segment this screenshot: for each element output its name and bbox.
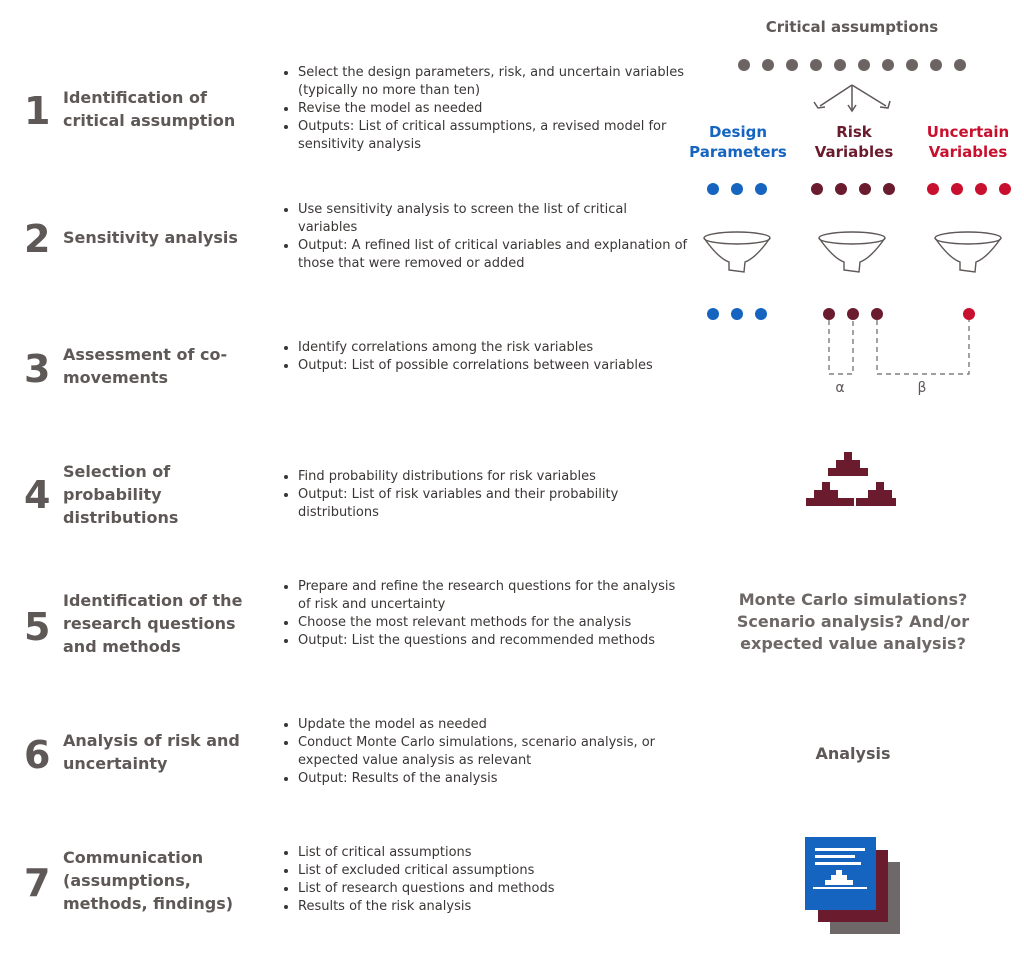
step-title: Identification of critical assumption xyxy=(63,88,236,130)
bullet: • Output: List of possible correlations between variables xyxy=(298,357,688,375)
assumption-dot xyxy=(930,59,942,71)
bullet: • Output: A refined list of critical variables and explanation of those that were removed or added xyxy=(298,237,688,273)
step-number: 5 xyxy=(24,605,51,649)
bullet: • List of excluded critical assumptions xyxy=(298,862,688,880)
bullet: • Identify correlations among the risk variables xyxy=(298,339,688,357)
branch-arrows-icon xyxy=(814,85,890,111)
bullet: • Conduct Monte Carlo simulations, scenario analysis, or expected value analysis as relevant xyxy=(298,734,688,770)
critical-assumptions-title: Critical assumptions xyxy=(765,18,939,36)
bullet: • List of research questions and methods xyxy=(298,880,688,898)
category-risk-variables: Risk Variables xyxy=(814,123,894,161)
beta-label: β xyxy=(917,380,927,396)
step-number: 7 xyxy=(24,861,51,905)
bullet: • Prepare and refine the research questions for the analysis of risk and uncertainty xyxy=(298,578,688,614)
methods-question: Monte Carlo simulations? Scenario analysis? And/or expected value analysis? xyxy=(736,590,970,653)
assumption-dot xyxy=(810,59,822,71)
funnel-icon xyxy=(819,232,885,272)
step-title: Identification of the research questions and methods xyxy=(63,591,243,656)
assumption-dot xyxy=(834,59,846,71)
category-design-parameters: Design Parameters xyxy=(689,123,787,161)
bullet: • Results of the risk analysis xyxy=(298,898,688,916)
step-number: 3 xyxy=(24,347,51,391)
bullet: • Select the design parameters, risk, and uncertain variables (typically no more than ten) xyxy=(298,64,688,100)
bullet: • Revise the model as needed xyxy=(298,100,688,118)
critical-assumption-dots xyxy=(738,59,966,71)
category-uncertain-variables: Uncertain Variables xyxy=(926,123,1010,161)
distribution-icon xyxy=(806,452,896,506)
filtered-design-dots xyxy=(707,308,767,320)
step-number: 6 xyxy=(24,733,51,777)
bullet: • Output: Results of the analysis xyxy=(298,770,688,788)
assumption-dot xyxy=(954,59,966,71)
step-number: 4 xyxy=(24,473,51,517)
bullet: • Update the model as needed xyxy=(298,716,688,734)
analysis-label: Analysis xyxy=(815,744,891,763)
bullet: • Choose the most relevant methods for the analysis xyxy=(298,614,688,632)
assumption-dot xyxy=(906,59,918,71)
design-parameter-dots xyxy=(707,183,767,195)
bullet: • List of critical assumptions xyxy=(298,844,688,862)
step-title: Sensitivity analysis xyxy=(63,228,238,247)
step-title: Analysis of risk and uncertainty xyxy=(63,731,240,773)
step-number: 1 xyxy=(24,89,51,133)
risk-variable-dots xyxy=(811,183,895,195)
assumption-dot xyxy=(882,59,894,71)
bullet: • Find probability distributions for risk variables xyxy=(298,468,688,486)
assumption-dot xyxy=(786,59,798,71)
alpha-label: α xyxy=(835,380,845,396)
funnel-icon xyxy=(704,232,770,272)
step-title: Communication (assumptions, methods, findings) xyxy=(63,848,234,913)
bullet: • Use sensitivity analysis to screen the list of critical variables xyxy=(298,201,688,237)
step-title: Selection of probability distributions xyxy=(63,462,179,527)
filtered-risk-dots xyxy=(823,308,883,320)
funnel-icon xyxy=(935,232,1001,272)
assumption-dot xyxy=(738,59,750,71)
uncertain-variable-dots xyxy=(927,183,1011,195)
bullet: • Output: List the questions and recommended methods xyxy=(298,632,688,650)
bullet: • Outputs: List of critical assumptions, a revised model for sensitivity analysis xyxy=(298,118,688,154)
step-title: Assessment of co-movements xyxy=(63,345,228,387)
step-number: 2 xyxy=(24,217,51,261)
assumption-dot xyxy=(762,59,774,71)
filtered-uncertain-dots xyxy=(963,308,975,320)
bullet: • Output: List of risk variables and their probability distributions xyxy=(298,486,688,522)
correlation-lines xyxy=(829,320,969,374)
report-document-icon xyxy=(805,837,900,934)
assumption-dot xyxy=(858,59,870,71)
